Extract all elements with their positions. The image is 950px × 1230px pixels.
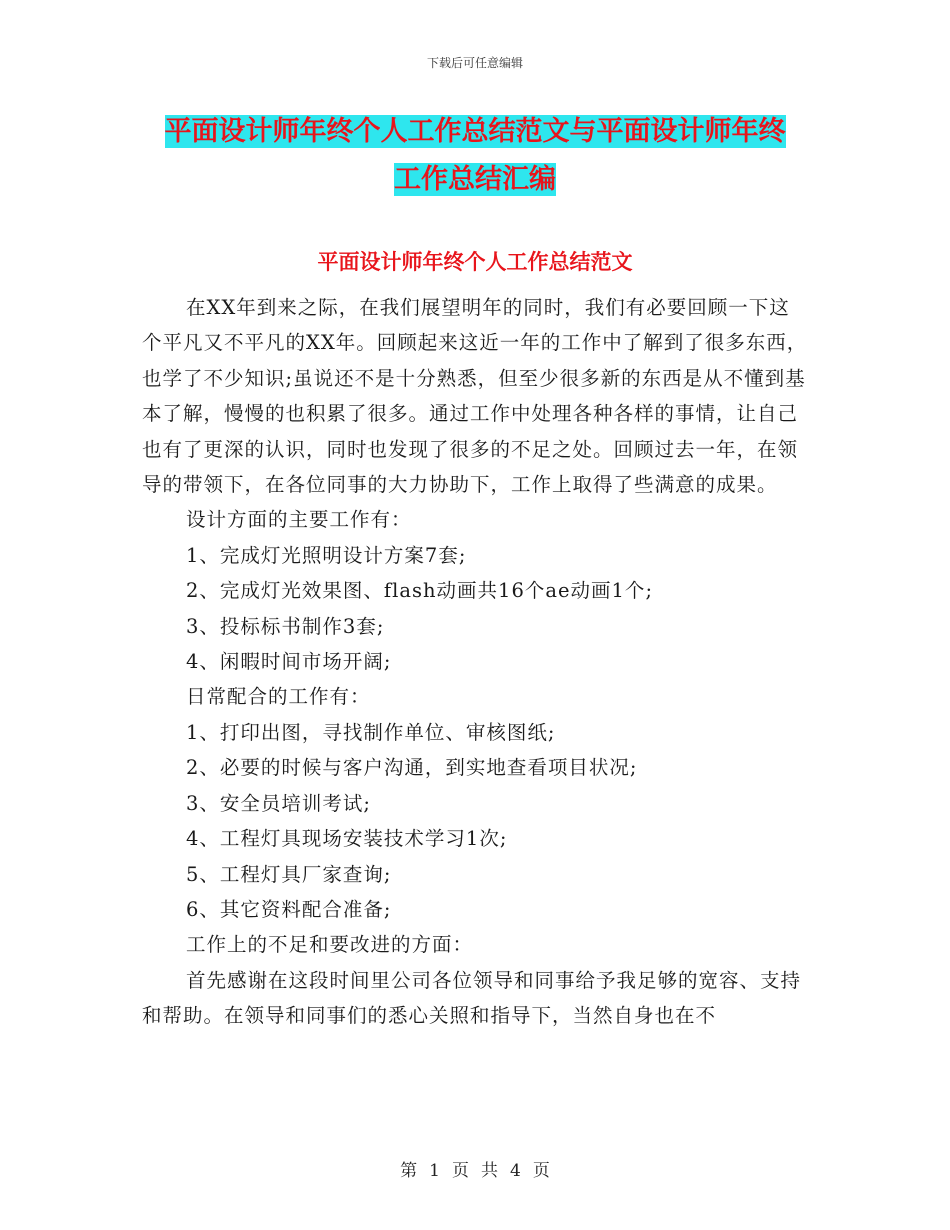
- list-item: 3、安全员培训考试;: [186, 791, 371, 815]
- list-item: 5、工程灯具厂家查询;: [186, 862, 392, 886]
- intro-paragraph: 在XX年到来之际，在我们展望明年的同时，我们有必要回顾一下这个平凡又不平凡的XX年。回顾起来这近一年的工作中了解到了很多东西，也学了不少知识;虽说还不是十分熟悉，但至少很多新的东西是从不懂到基本了解，慢慢的也积累了很多。通过工作中处理各种各样的事情，让自己也有了更深的认识，同时也发现了很多的不足之处。回顾过去一年，在领导的带领下，在各位同事的大力协助下，工作上取得了些满意的成果。: [142, 296, 808, 497]
- page-footer: [0, 1156, 950, 1181]
- document-body: [142, 290, 808, 1034]
- design-work-heading: 设计方面的主要工作有：: [186, 508, 412, 532]
- list-item: 1、完成灯光照明设计方案7套;: [186, 543, 467, 567]
- daily-work-heading: 日常配合的工作有：: [186, 685, 371, 709]
- footer-total-pages: 4: [510, 1161, 521, 1181]
- list-item: 2、完成灯光效果图、flash动画共16个ae动画1个;: [186, 579, 654, 603]
- shortcomings-heading: 工作上的不足和要改进的方面：: [186, 933, 474, 957]
- header-note: 下载后可任意编辑: [426, 56, 523, 70]
- list-item: 2、必要的时候与客户沟通，到实地查看项目状况;: [186, 756, 638, 780]
- list-item: 6、其它资料配合准备;: [186, 897, 392, 921]
- document-title-line-1: 平面设计师年终个人工作总结范文与平面设计师年终: [164, 116, 786, 147]
- footer-page-label: 页: [452, 1161, 469, 1181]
- document-title: [140, 108, 810, 204]
- list-item: 1、打印出图，寻找制作单位、审核图纸;: [186, 720, 556, 744]
- list-item: 3、投标标书制作3套;: [186, 614, 385, 638]
- footer-page-number: 1: [429, 1161, 440, 1181]
- list-item: 4、工程灯具现场安装技术学习1次;: [186, 827, 508, 851]
- closing-paragraph: 首先感谢在这段时间里公司各位领导和同事给予我足够的宽容、支持和帮助。在领导和同事们的悉心关照和指导下，当然自身也在不: [142, 968, 802, 1028]
- footer-total-label: 共: [481, 1161, 498, 1181]
- footer-prefix: 第: [400, 1161, 418, 1181]
- list-item: 4、闲暇时间市场开阔;: [186, 650, 392, 674]
- section-title: 平面设计师年终个人工作总结范文: [317, 250, 633, 274]
- footer-suffix: 页: [532, 1161, 550, 1181]
- document-title-line-2: 工作总结汇编: [394, 164, 556, 195]
